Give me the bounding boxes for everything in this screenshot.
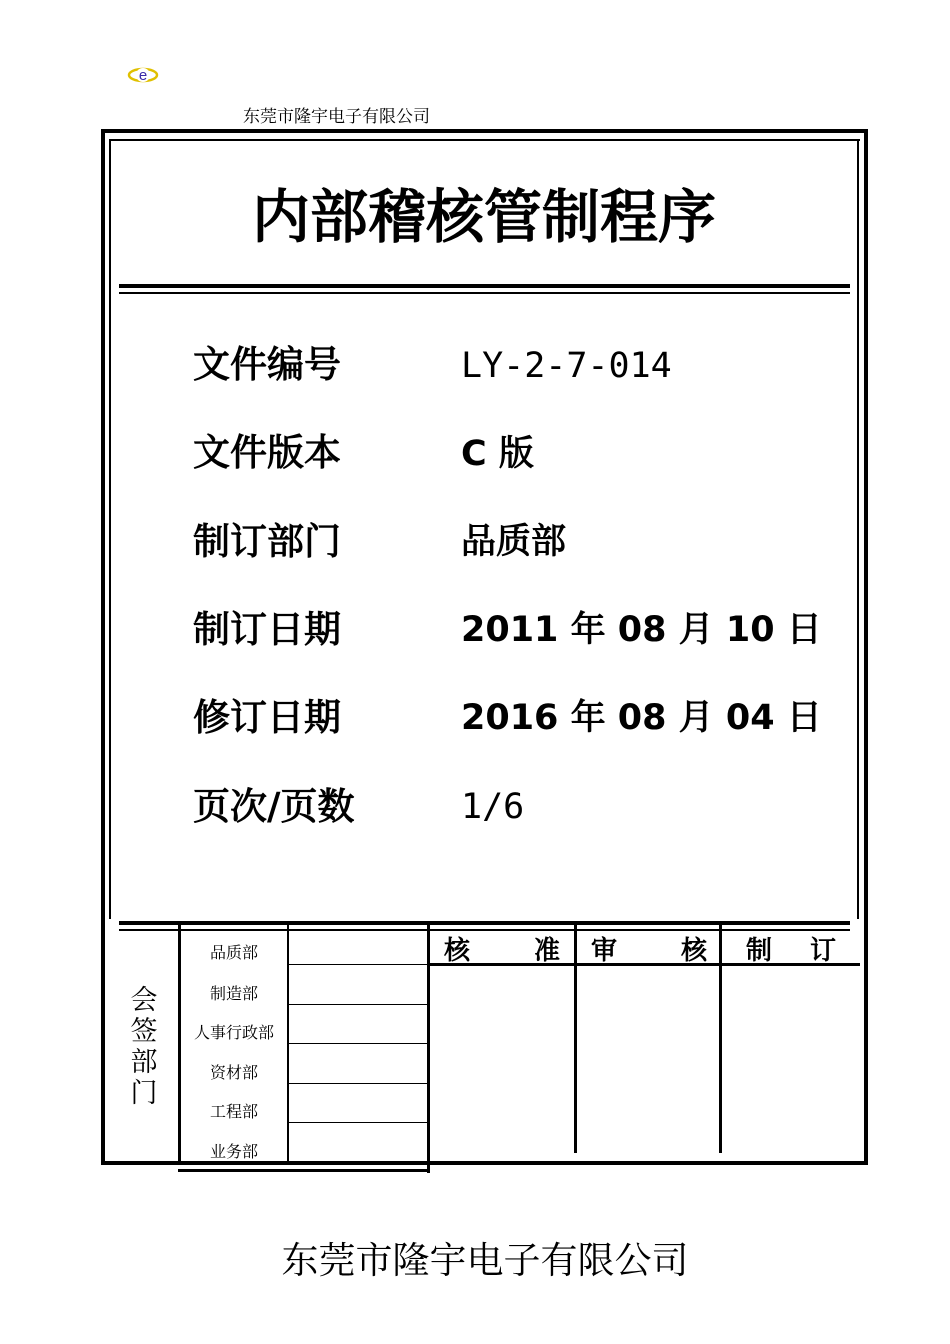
field-label-revised-date: 修订日期 bbox=[193, 696, 341, 739]
field-value-revised-date: 2016 年 08 月 04 日 bbox=[461, 698, 822, 738]
countersign-label bbox=[127, 985, 161, 1109]
dept-sales: 业务部 bbox=[209, 1142, 258, 1161]
approval-char: 核 bbox=[680, 936, 707, 966]
approval-char: 制 bbox=[746, 936, 773, 966]
field-value-file-number: LY-2-7-014 bbox=[461, 346, 672, 386]
dept-materials: 资材部 bbox=[209, 1063, 258, 1082]
approval-char: 核 bbox=[444, 936, 471, 966]
document-title: 内部稽核管制程序 bbox=[251, 183, 716, 251]
field-value-version: C 版 bbox=[461, 434, 534, 474]
header-company-name: 东莞市隆宇电子有限公司 bbox=[243, 107, 430, 127]
countersign-label-char: 门 bbox=[130, 1078, 158, 1109]
field-label-file-number: 文件编号 bbox=[193, 343, 341, 386]
company-logo bbox=[127, 64, 159, 86]
approval-char: 审 bbox=[591, 936, 618, 966]
approval-char: 订 bbox=[809, 936, 836, 966]
dept-engineering: 工程部 bbox=[209, 1102, 258, 1121]
logo-letter: e bbox=[138, 67, 148, 84]
dept-hr-admin: 人事行政部 bbox=[193, 1023, 274, 1042]
countersign-label-char: 签 bbox=[130, 1016, 158, 1047]
field-label-department: 制订部门 bbox=[193, 520, 341, 563]
dept-manufacturing: 制造部 bbox=[209, 984, 258, 1003]
field-label-created-date: 制订日期 bbox=[193, 608, 341, 651]
countersign-label-char: 会 bbox=[130, 985, 158, 1016]
field-value-page-count: 1/6 bbox=[461, 787, 525, 827]
dept-quality: 品质部 bbox=[209, 943, 258, 962]
countersign-label-char: 部 bbox=[130, 1047, 158, 1078]
field-label-page-count: 页次/页数 bbox=[193, 785, 355, 828]
field-value-department: 品质部 bbox=[461, 522, 567, 562]
field-label-version: 文件版本 bbox=[193, 431, 341, 474]
field-value-created-date: 2011 年 08 月 10 日 bbox=[461, 610, 822, 650]
footer-company-name bbox=[0, 1238, 950, 1284]
approval-char: 准 bbox=[533, 936, 560, 966]
footer-company-text: 东莞市隆宇电子有限公司 bbox=[281, 1239, 689, 1282]
